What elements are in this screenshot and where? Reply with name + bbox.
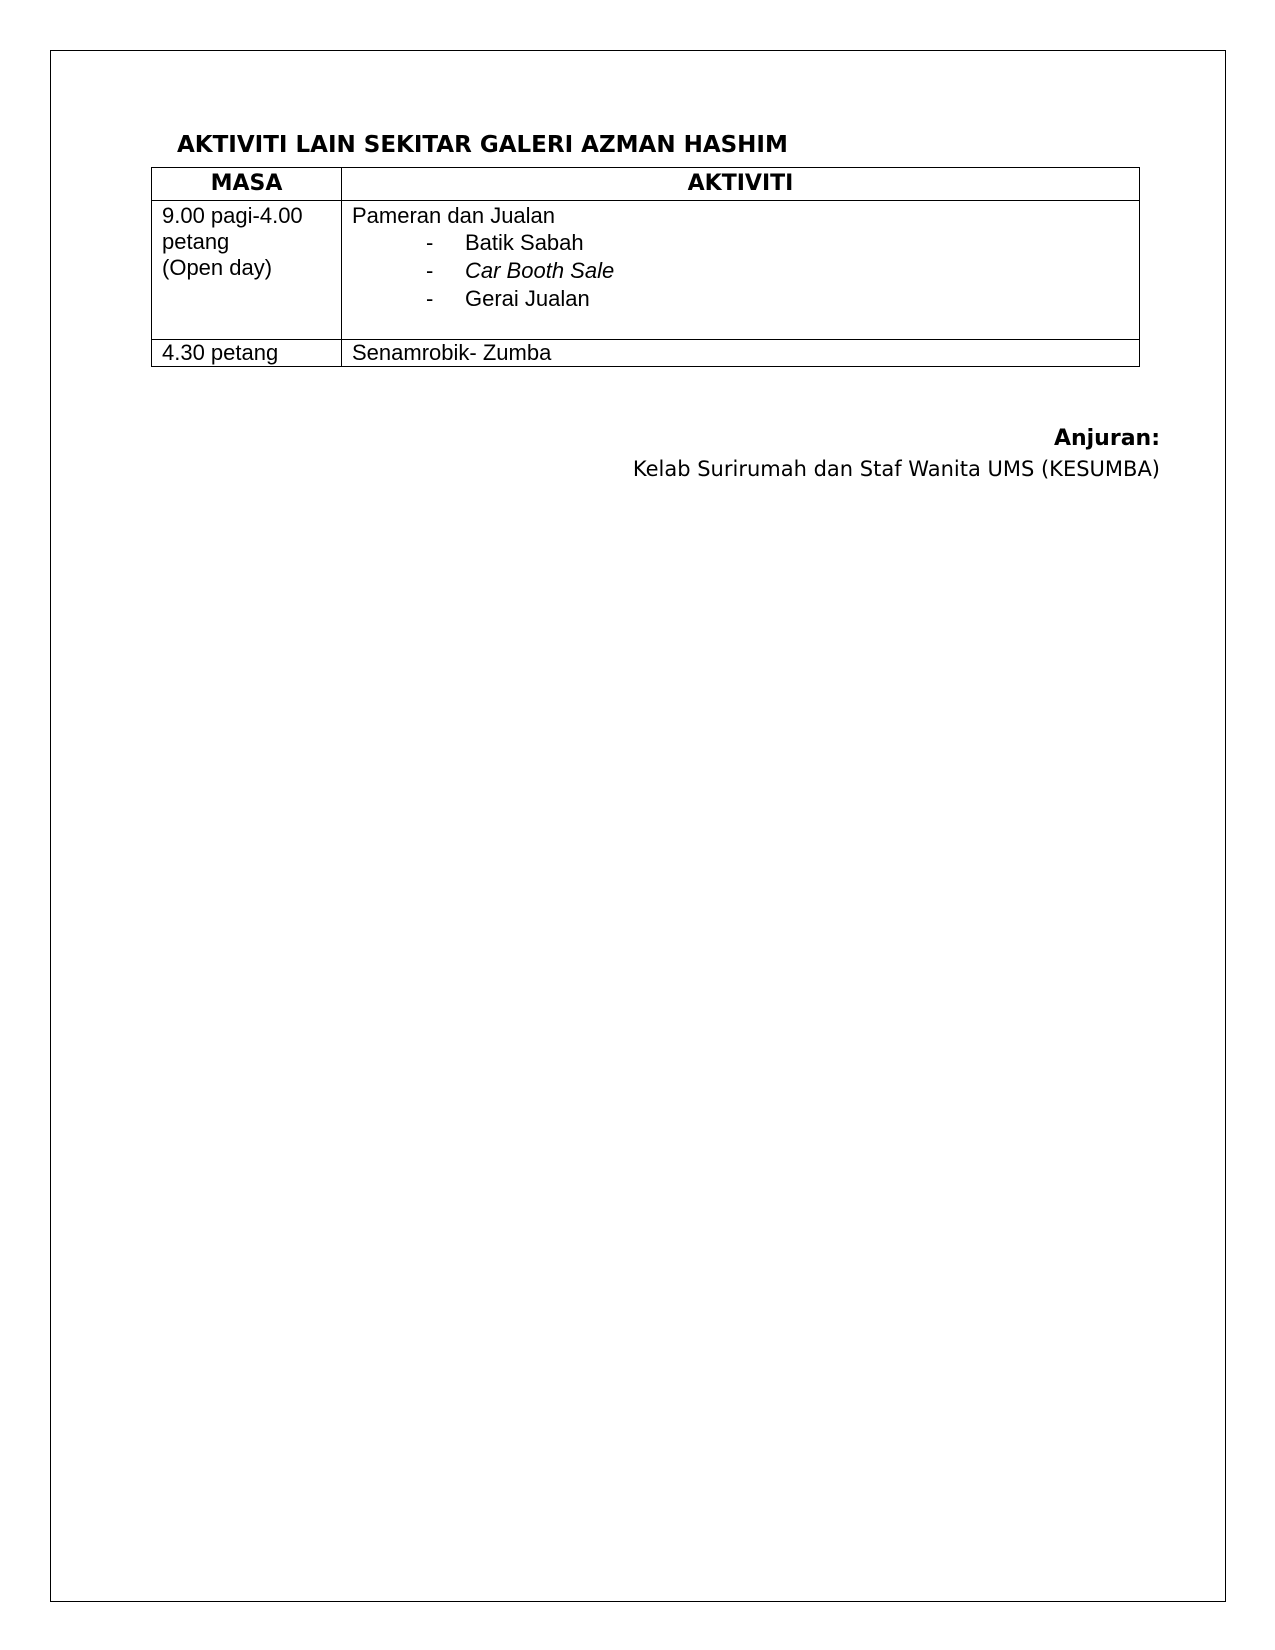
organizer-block [633, 424, 1160, 484]
list-item [352, 257, 1129, 285]
aktiviti-main: Senamrobik- Zumba [352, 340, 552, 365]
dash-bullet: - [426, 258, 434, 283]
header-aktiviti: AKTIVITI [342, 168, 1140, 201]
header-masa: MASA [152, 168, 342, 201]
document-title: AKTIVITI LAIN SEKITAR GALERI AZMAN HASHIM [177, 132, 788, 158]
activity-table [151, 167, 1140, 367]
masa-line: (Open day) [162, 255, 273, 280]
masa-cell [152, 340, 342, 367]
table-row [152, 340, 1140, 367]
dash-bullet: - [426, 230, 434, 255]
organizer-name: Kelab Surirumah dan Staf Wanita UMS (KESUMBA) [632, 457, 1160, 481]
list-item [352, 229, 1129, 257]
table-header-row [152, 168, 1140, 201]
sub-activity-list [352, 229, 1129, 313]
aktiviti-cell [342, 340, 1140, 367]
masa-line: 4.30 petang [162, 340, 279, 365]
sub-activity-text: Car Booth Sale [465, 258, 615, 283]
sub-activity-text: Batik Sabah [465, 230, 584, 255]
masa-line: petang [162, 229, 230, 254]
masa-cell [152, 201, 342, 340]
aktiviti-main: Pameran dan Jualan [352, 203, 556, 228]
masa-line: 9.00 pagi-4.00 [162, 203, 303, 228]
dash-bullet: - [426, 286, 434, 311]
table-row [152, 201, 1140, 340]
sub-activity-text: Gerai Jualan [465, 286, 590, 311]
list-item [352, 285, 1129, 313]
organizer-label: Anjuran: [1053, 426, 1160, 451]
aktiviti-cell [342, 201, 1140, 340]
